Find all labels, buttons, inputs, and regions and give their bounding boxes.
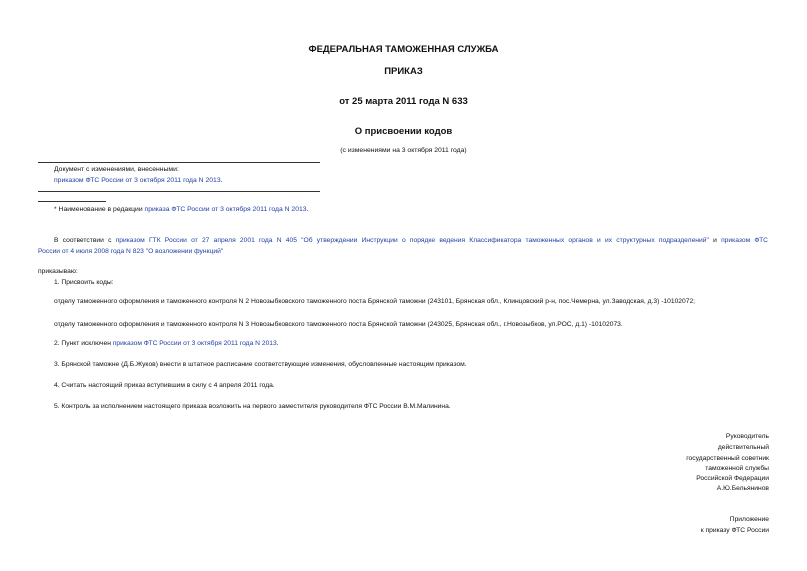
footnote-prefix: * Наименование в редакции [54, 206, 145, 213]
preamble-lead: В соответствии с [54, 237, 112, 244]
footnote-link[interactable]: приказа ФТС России от 3 октября 2011 года N 2013 [144, 206, 307, 213]
item-5: 5. Контроль за исполнением настоящего приказа возложить на первого заместителя руководителя ФТС России В.М.Малинина. [54, 403, 451, 410]
amendments-bottom-rule [38, 191, 320, 192]
item-2-link[interactable]: приказом ФТС России от 3 октября 2011 года N 2013 [112, 340, 277, 347]
preamble-mid: и [713, 237, 717, 244]
preamble-link-fts-order-end[interactable]: России от 4 июля 2008 года N 823 "О возложении функций" [38, 248, 224, 255]
item-2 [54, 340, 279, 347]
signature-line-1: Руководитель [725, 433, 769, 440]
item-1: 1. Присвоить коды: [54, 279, 114, 286]
amendments-label: Документ с изменениями, внесенными: [54, 166, 179, 173]
signature-line-2: действительный [717, 444, 769, 451]
item-4: 4. Считать настоящий приказ вступившим в силу с 4 апреля 2011 года. [54, 382, 275, 389]
signature-line-4: таможенной службы [705, 465, 769, 472]
order-word: приказываю: [38, 268, 78, 275]
amendment-link-suffix: . [220, 177, 223, 184]
amendments-top-rule [38, 162, 320, 163]
preamble-link-fts-order-start[interactable]: приказом ФТС [721, 237, 769, 244]
document-title: О присвоении кодов [354, 126, 453, 137]
amendment-link[interactable]: приказом ФТС России от 3 октября 2011 года N 2013 [54, 177, 221, 184]
footnote-suffix: . [306, 206, 309, 213]
signature-line-3: государственный советник [686, 455, 769, 462]
doc-type-heading: ПРИКАЗ [384, 66, 423, 77]
footnote-rule [38, 201, 106, 202]
signature-line-6: А.Ю.Бельянинов [716, 485, 769, 492]
changes-note: (с изменениями на 3 октября 2011 года) [340, 147, 467, 154]
footnote [54, 206, 308, 213]
appendix-line-2: к приказу ФТС России [700, 527, 769, 534]
preamble-line-2 [38, 248, 223, 255]
item-2-suffix: . [276, 340, 279, 347]
agency-heading: ФЕДЕРАЛЬНАЯ ТАМОЖЕННАЯ СЛУЖБА [308, 44, 499, 55]
amendments-line [54, 177, 223, 184]
signature-line-5: Российской Федерации [696, 475, 769, 482]
appendix-line-1: Приложение [729, 516, 769, 523]
item-2-prefix: 2. Пункт исключен [54, 340, 111, 347]
date-number-heading: от 25 марта 2011 года N 633 [339, 96, 468, 107]
preamble-link-gtk-order[interactable]: приказом ГТК России от 27 апреля 2001 года N 405 "Об утверждении Инструкции о порядке ведения Классификатора таможенных органов и их структурных подразделений" [115, 237, 709, 244]
preamble-line-1 [54, 237, 768, 244]
item-1-dept-3: отделу таможенного оформления и таможенного контроля N 3 Новозыбковского таможенного поста Брянской таможни (243025, Брянская обл., г.Новозыбков, ул.РОС, д.1) -10102073. [54, 321, 623, 328]
item-3: 3. Брянской таможне (Д.Б.Жуков) внести в штатное расписание соответствующие изменения, обусловленные настоящим приказом. [54, 361, 467, 368]
item-1-dept-2: отделу таможенного оформления и таможенного контроля N 2 Новозыбковского таможенного поста Брянской таможни (243101, Брянская обл., Клинцовский р-н, пос.Чемерна, ул.Заводская, д.3) -10102072; [54, 298, 696, 305]
